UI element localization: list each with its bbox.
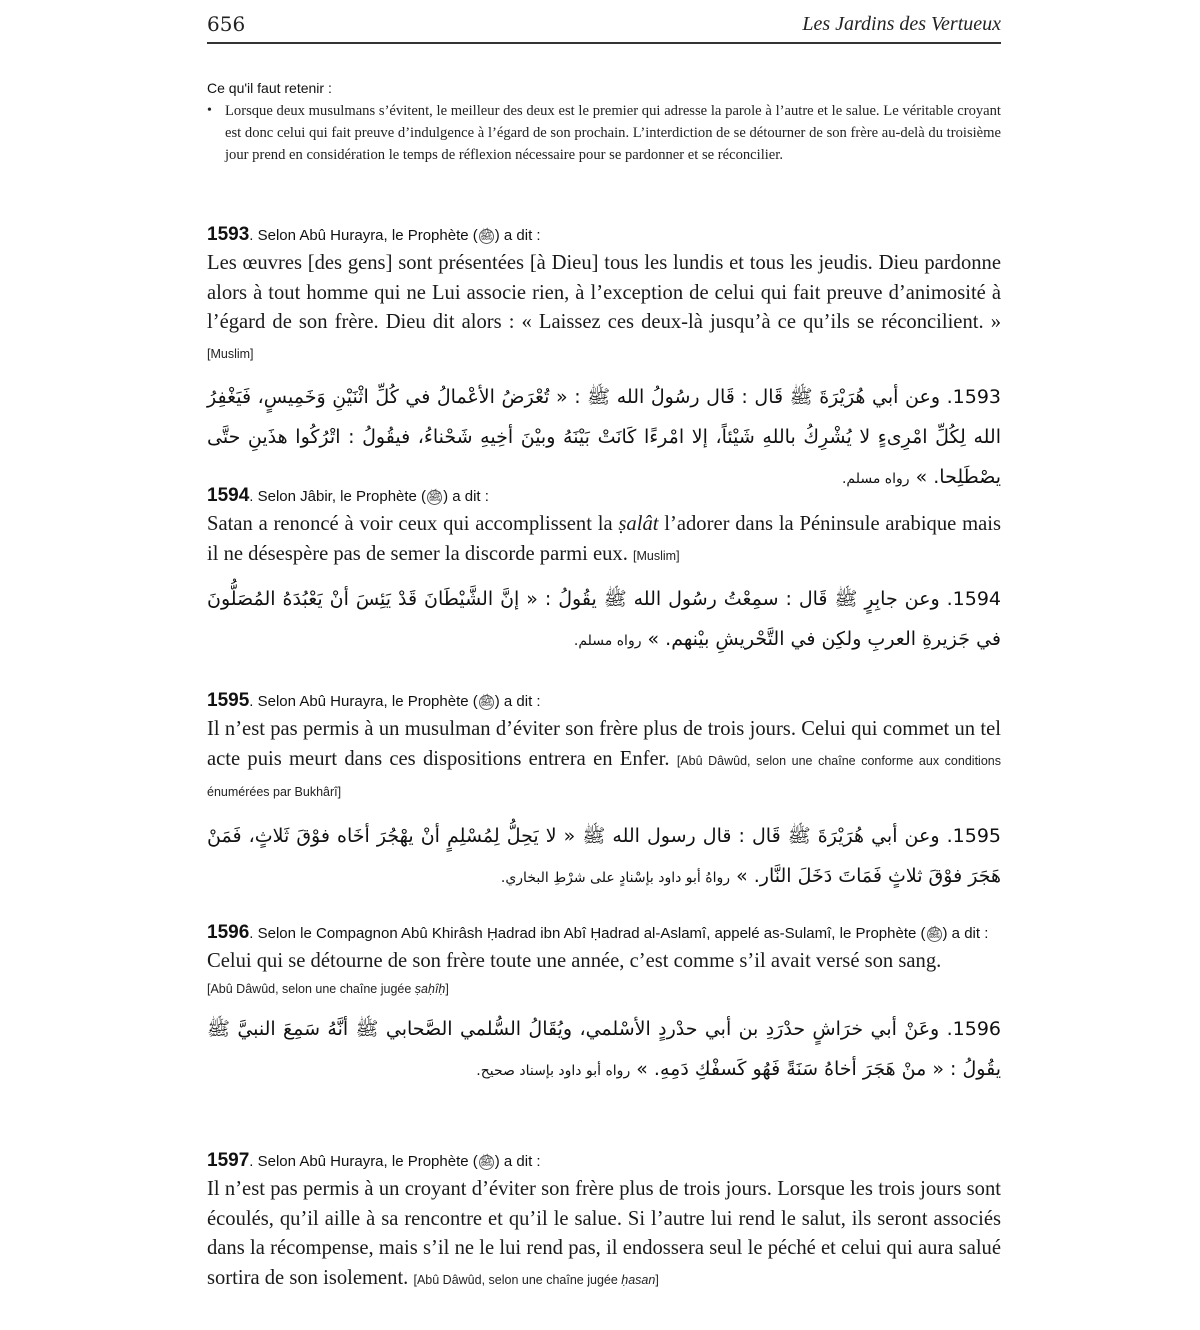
hadith-1597 xyxy=(207,1150,1001,1295)
hadith-heading: 1593. Selon Abû Hurayra, le Prophète ( ﷺ ) a dit : xyxy=(207,224,541,245)
arabic-source: رواه مسلم. xyxy=(841,471,910,487)
hadith-text-french: Il n’est pas permis à un musulman d’éviter son frère plus de trois jours. Celui qui commet un tel acte puis meurt dans ces dispositions entrera en Enfer. [Abû Dâwûd, selon une chaîne conforme aux conditions énumérées par Bukhârî] xyxy=(207,718,1001,799)
key-takeaway-item xyxy=(207,100,1001,166)
hadith-text-french: Les œuvres [des gens] sont présentées [à Dieu] tous les lundis et tous les jeudis. Dieu pardonne alors à tout homme qui ne Lui associe rien, à l’exception de celui qui fait preuve d’animosité à l’égard de son frère. Dieu dit alors : « Laissez ces deux-là jusqu’à ce qu’ils se réconcilient. » [Muslim] xyxy=(207,252,1001,361)
hadith-heading: 1595. Selon Abû Hurayra, le Prophète ( ﷺ ) a dit : xyxy=(207,690,541,711)
italic-term: ṣalât xyxy=(618,513,659,535)
arabic-source: رواهُ أبو داود بإسْنادٍ على شرْطِ البخاري. xyxy=(500,869,731,886)
hadith-source: [Abû Dâwûd, selon une chaîne jugée ṣaḥîḥ] xyxy=(207,981,449,996)
hadith-1594 xyxy=(207,485,1001,661)
page-header xyxy=(207,12,1001,40)
hadith-text-arabic: 1593. وعن أبي هُرَيْرَةَ ﷺ قَال : قَال رسُولُ الله ﷺ : « تُعْرَضُ الأعْمالُ في كُلِّ اثْنَيْنِ وَخَمِيسٍ، فَيَغْفِرُ الله لِكُلِّ امْرِىءٍ لا يُشْرِكُ باللهِ شَيْئاً، إلا امْرءًا كَانَتْ بَيْنَهُ وبيْنَ أخِيهِ شَحْناءُ، فيقُولُ : اتْرُكُوا هذَينِ حتَّى يصْطَلِحا. » رواه مسلم. xyxy=(207,386,1001,488)
salutation-icon: ﷺ xyxy=(479,1156,494,1168)
bullet-icon: • xyxy=(207,103,212,118)
hadith-text-french: Satan a renoncé à voir ceux qui accomplissent la ṣalât l’adorer dans la Péninsule arabique mais il ne désespère pas de semer la discorde parmi eux. [Muslim] xyxy=(207,513,1001,565)
page-number: 656 xyxy=(207,12,246,36)
hadith-1595 xyxy=(207,690,1001,898)
key-takeaways-title: Ce qu'il faut retenir : xyxy=(207,80,332,96)
hadith-source: [Abû Dâwûd, selon une chaîne conforme aux conditions énumérées par Bukhârî] xyxy=(207,753,1001,799)
hadith-1593 xyxy=(207,224,1001,499)
hadith-number: 1595 xyxy=(207,690,250,711)
hadith-heading: 1594. Selon Jâbir, le Prophète ( ﷺ ) a dit : xyxy=(207,485,489,506)
arabic-source: رواه مسلم. xyxy=(573,633,642,649)
hadith-heading: 1596. Selon le Compagnon Abû Khirâsh Ḥadrad ibn Abî Ḥadrad al-Aslamî, appelé as-Sulamî, le Prophète ( ﷺ ) a dit : xyxy=(207,922,989,943)
salutation-icon: ﷺ xyxy=(479,696,494,708)
hadith-source: [Muslim] xyxy=(207,346,254,361)
hadith-heading: 1597. Selon Abû Hurayra, le Prophète ( ﷺ ) a dit : xyxy=(207,1150,541,1171)
hadith-text-arabic: 1594. وعن جابِرٍ ﷺ قَال : سمِعْتُ رسُول الله ﷺ يقُولُ : « إنَّ الشَّيْطَانَ قَدْ يَئِسَ أنْ يَعْبُدَهُ المُصَلُّونَ في جَزيرةِ العربِ ولكِن في التَّحْريشِ بيْنهم. » رواه مسلم. xyxy=(207,588,1001,650)
hadith-1596 xyxy=(207,922,1001,1091)
header-rule xyxy=(207,42,1001,44)
hadith-number: 1594 xyxy=(207,485,250,506)
hadith-number: 1593 xyxy=(207,224,250,245)
salutation-icon: ﷺ xyxy=(927,928,941,940)
hadith-source: [Muslim] xyxy=(633,548,680,563)
key-takeaways-box xyxy=(207,80,1001,166)
salutation-icon: ﷺ xyxy=(479,230,494,242)
hadith-number: 1597 xyxy=(207,1150,250,1171)
hadith-text-arabic: 1596. وعَنْ أبي خرَاشٍ حدْرَدِ بن أبي حدْردٍ الأسْلمي، ويُقَالُ السُّلمي الصَّحابي ﷺ أنَّهُ سَمِعَ النبيَّ ﷺ يقُولُ : « منْ هَجَرَ أخاهُ سَنَةً فَهُو كَسفْكِ دَمِهِ. » رواه أبو داود بإسناد صحيح. xyxy=(207,1017,1001,1080)
hadith-text-arabic: 1595. وعن أبي هُرَيْرَةَ ﷺ قَال : قال رسول الله ﷺ « لا يَحِلُّ لِمُسْلِمٍ أنْ يهْجُرَ أخَاه فوْقَ ثَلاثٍ، فَمَنْ هَجَرَ فوْقَ ثلاثٍ فَمَاتَ دَخَلَ النَّار. » رواهُ أبو داود بإسْنادٍ على شرْطِ البخاري. xyxy=(207,824,1001,887)
hadith-text-french: Il n’est pas permis à un croyant d’éviter son frère plus de trois jours. Lorsque les trois jours sont écoulés, qu’il aille à sa rencontre et qu’il le salue. Si l’autre lui rend le salut, ils seront associés dans la récompense, mais s’il ne le lui rend pas, il endossera seul le péché et celui qui aura salué sortira de son isolement. [Abû Dâwûd, selon une chaîne jugée ḥasan] xyxy=(207,1178,1001,1289)
salutation-icon: ﷺ xyxy=(428,491,442,503)
hadith-source: [Abû Dâwûd, selon une chaîne jugée ḥasan] xyxy=(413,1272,659,1287)
hadith-text-french: Celui qui se détourne de son frère toute une année, c’est comme s’il avait versé son sang. xyxy=(207,950,942,972)
key-takeaway-text: Lorsque deux musulmans s’évitent, le meilleur des deux est le premier qui adresse la parole à l’autre et le salue. Le véritable croyant est donc celui qui fait preuve d’indulgence à l’égard de son prochain. L’interdiction de se détourner de son frère au-delà du troisième jour prend en considération le temps de réflexion nécessaire pour se pardonner et se réconcilier. xyxy=(225,103,1001,163)
arabic-source: رواه أبو داود بإسناد صحيح. xyxy=(476,1062,631,1079)
hadith-number: 1596 xyxy=(207,922,250,943)
running-title: Les Jardins des Vertueux xyxy=(802,13,1001,35)
